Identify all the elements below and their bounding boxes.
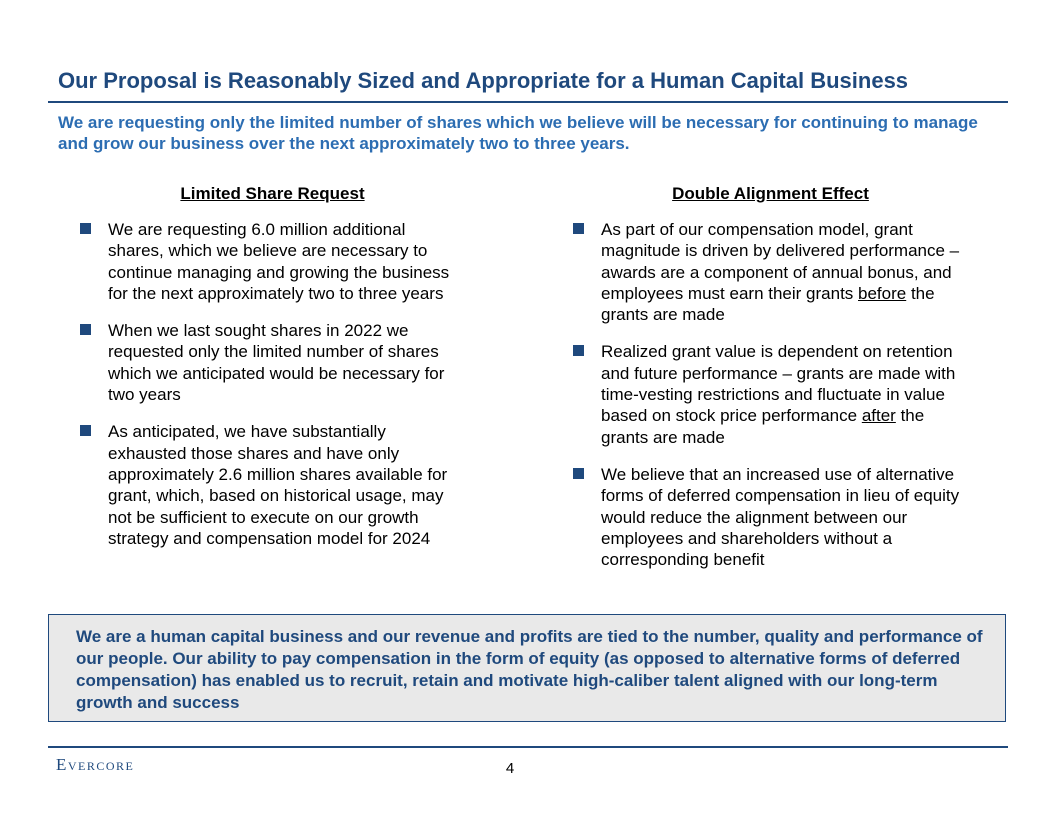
- callout-text: We are a human capital business and our revenue and profits are tied to the number, quality and performance of our people. Our ability to pay compensation in the form of equity (as opposed to alternative forms of deferred compensation) has enabled us to recruit, retain and motivate high-caliber talent aligned with our long-term growth and success: [76, 627, 983, 712]
- bullet-text-end: the grants are made: [601, 406, 925, 447]
- evercore-logo: Evercore: [56, 755, 135, 774]
- list-item: [573, 219, 968, 325]
- bullet-text: As part of our compensation model, grant magnitude is driven by delivered performance – awards are a component of annual bonus, and employees must earn their grants: [601, 220, 960, 303]
- square-bullet-icon: [80, 425, 91, 436]
- title-divider: [48, 101, 1008, 103]
- callout-box: [48, 614, 1006, 722]
- square-bullet-icon: [80, 324, 91, 335]
- right-column-heading: Double Alignment Effect: [672, 184, 869, 203]
- bullet-text: We believe that an increased use of alternative forms of deferred compensation in lieu of equity would reduce the alignment between our employees and shareholders without a corresponding benefit: [601, 464, 960, 570]
- right-bullet-list: [573, 219, 968, 570]
- list-item: [573, 464, 968, 570]
- page-number: 4: [505, 760, 515, 777]
- right-column: [573, 184, 968, 586]
- bullet-text: As anticipated, we have substantially exhausted those shares and have only approximately 2.6 million shares available for grant, which, based on historical usage, may not be sufficient to execute on our growth strategy and compensation model for 2024: [108, 422, 448, 548]
- square-bullet-icon: [573, 345, 584, 356]
- bullet-text: Realized grant value is dependent on retention and future performance – grants are made with time-vesting restrictions and fluctuate in value based on stock price performance: [601, 342, 956, 426]
- list-item: [80, 421, 465, 549]
- bullet-text-end: the grants are made: [601, 283, 935, 325]
- footer-divider: [48, 746, 1008, 748]
- square-bullet-icon: [573, 468, 584, 479]
- page-subtitle: We are requesting only the limited number of shares which we believe will be necessary for continuing to manage and grow our business over the next approximately two to three years.: [58, 113, 978, 153]
- square-bullet-icon: [80, 223, 91, 234]
- left-column-heading: Limited Share Request: [180, 184, 365, 203]
- square-bullet-icon: [573, 223, 584, 234]
- bullet-text: We are requesting 6.0 million additional shares, which we believe are necessary to continue managing and growing the business for the next approximately two to three years: [108, 220, 450, 303]
- page-title: Our Proposal is Reasonably Sized and Appropriate for a Human Capital Business: [58, 68, 909, 93]
- list-item: [80, 320, 465, 405]
- left-bullet-list: [80, 219, 465, 549]
- emphasis-after: after: [861, 406, 896, 426]
- list-item: [80, 219, 465, 304]
- bullet-text: When we last sought shares in 2022 we requested only the limited number of shares which we anticipated would be necessary for two years: [108, 321, 445, 405]
- emphasis-before: before: [858, 283, 907, 303]
- left-column: [80, 184, 465, 565]
- list-item: [573, 341, 968, 447]
